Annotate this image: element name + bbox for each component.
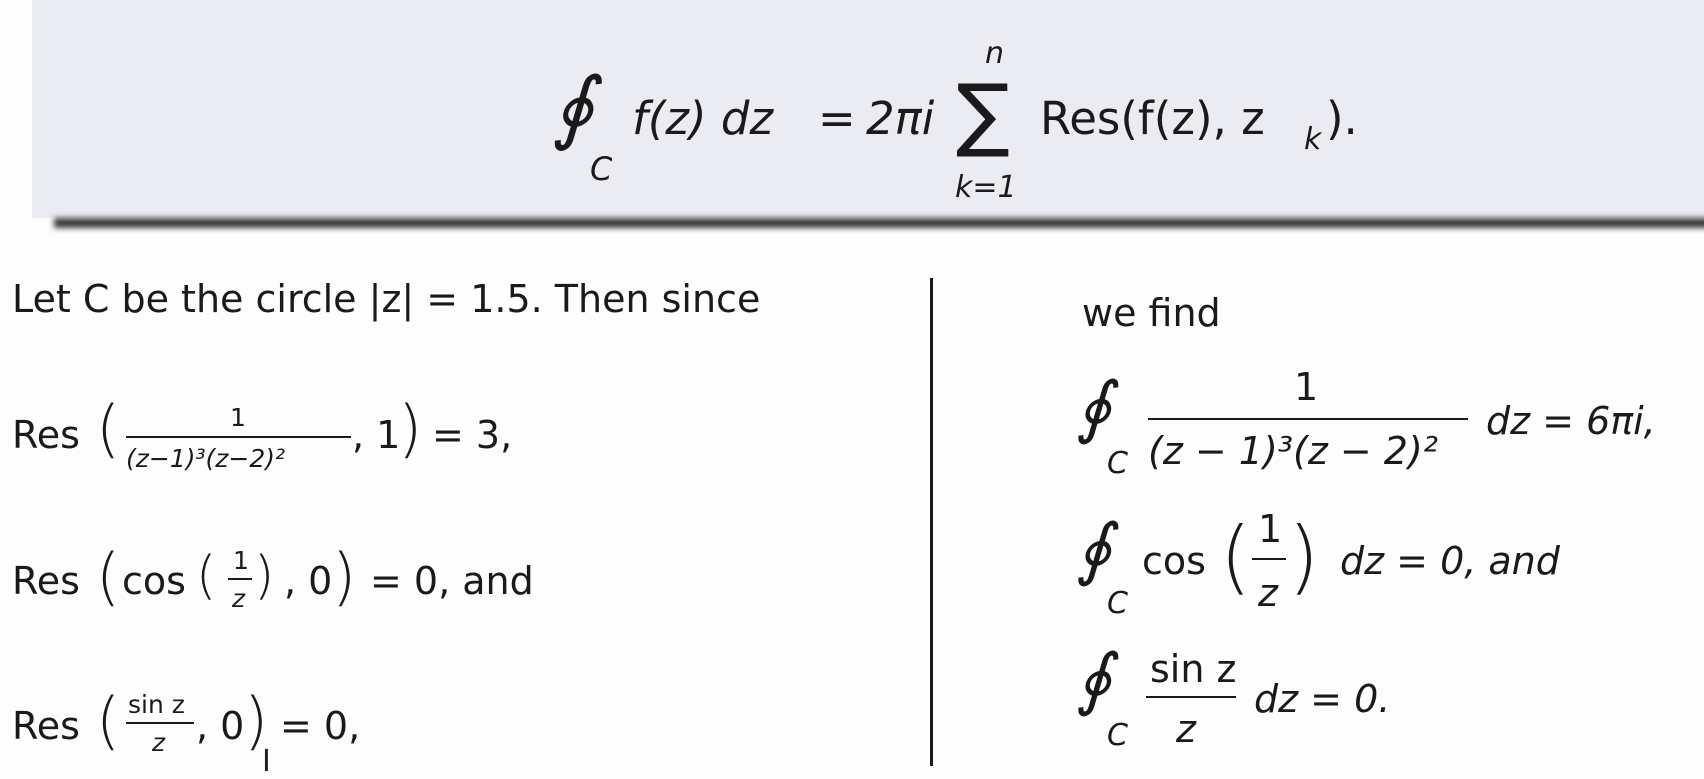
res2-close-paren: ) (332, 540, 357, 613)
theorem-coefficient: 2πi (866, 92, 935, 145)
res1-result: = 3, (432, 413, 513, 457)
int2-result: dz = 0, and (1340, 539, 1560, 583)
theorem-rhs-tail: ). (1326, 92, 1358, 145)
res3-close-paren: ) (244, 684, 269, 757)
contour-integral-icon: ∮ (552, 60, 594, 153)
int2-denominator: z (1258, 571, 1278, 615)
int2-fraction-line (1252, 558, 1286, 560)
int2-numerator: 1 (1258, 507, 1283, 551)
int2-contour: C (1107, 586, 1128, 621)
int1-contour: C (1107, 446, 1128, 481)
int3-result: dz = 0. (1254, 677, 1391, 721)
int3-numerator: sin z (1150, 647, 1237, 691)
res2-numerator: 1 (233, 546, 249, 575)
text-cursor-icon: I (262, 744, 271, 779)
sum-lower-limit: k=1 (955, 170, 1017, 205)
int2-close-paren: ) (1288, 510, 1320, 603)
res3-open-paren: ( (96, 684, 121, 757)
int2-open-paren: ( (1220, 510, 1252, 603)
int3-fraction-line (1146, 696, 1236, 698)
int3-denominator: z (1176, 707, 1196, 751)
int1-numerator: 1 (1294, 365, 1319, 409)
res2-func: cos (122, 559, 186, 603)
contour-integral-icon: ∮ (1076, 510, 1112, 589)
res1-close-paren: ) (398, 392, 423, 465)
res2-open-paren: ( (96, 540, 121, 613)
int1-result: dz = 6πi, (1486, 399, 1656, 443)
res1-denominator: (z−1)³(z−2)² (126, 444, 286, 473)
right-intro-text: we find (1082, 291, 1221, 335)
int3-contour: C (1107, 718, 1128, 753)
res2-result: = 0, and (370, 559, 534, 603)
int1-fraction-line (1148, 418, 1468, 420)
res3-denominator: z (152, 728, 166, 757)
res2-point: , 0 (284, 559, 333, 603)
res3-result: = 0, (280, 704, 361, 748)
int1-denominator: (z − 1)³(z − 2)² (1148, 429, 1439, 473)
res1-numerator: 1 (230, 403, 246, 432)
summation-icon: ∑ (956, 67, 1010, 160)
res2-fraction-line (228, 578, 252, 580)
theorem-rhs-subscript: k (1304, 122, 1322, 157)
res2-label: Res (12, 559, 80, 603)
int2-func: cos (1142, 539, 1206, 583)
theorem-lhs: f(z) dz (632, 92, 774, 145)
contour-integral-icon: ∮ (1076, 640, 1112, 719)
theorem-contour: C (590, 150, 613, 188)
res3-label: Res (12, 704, 80, 748)
res2-inner-close-paren: ) (254, 546, 275, 606)
theorem-box-shadow (54, 218, 1704, 228)
res1-fraction-line (126, 436, 351, 438)
theorem-equals: = (818, 92, 856, 145)
left-intro-text: Let C be the circle |z| = 1.5. Then since (12, 277, 761, 321)
column-divider (930, 278, 933, 766)
res2-inner-open-paren: ( (196, 546, 217, 606)
res2-denominator: z (232, 584, 246, 613)
res3-numerator: sin z (128, 690, 185, 719)
sum-upper-limit: n (985, 36, 1005, 71)
contour-integral-icon: ∮ (1076, 368, 1112, 447)
theorem-rhs: Res(f(z), z (1040, 92, 1265, 145)
res3-fraction-line (126, 722, 194, 724)
res1-open-paren: ( (96, 392, 121, 465)
res1-point: , 1 (352, 413, 401, 457)
res3-point: , 0 (196, 704, 245, 748)
res1-label: Res (12, 413, 80, 457)
